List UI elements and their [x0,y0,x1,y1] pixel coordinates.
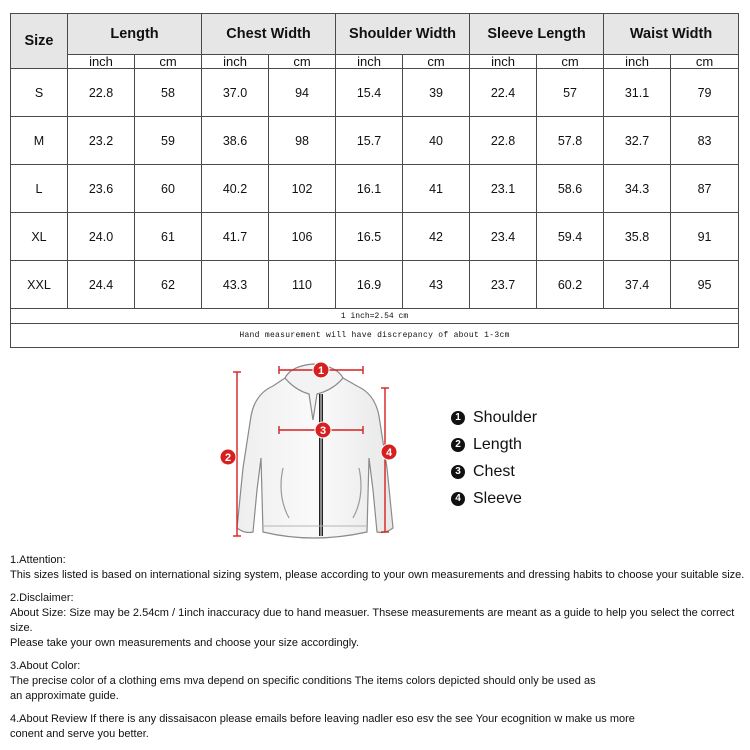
table-cell: 43.3 [202,261,269,309]
table-cell: 106 [269,213,336,261]
table-cell: 16.5 [336,213,403,261]
legend-item-length [451,431,537,458]
table-cell: 87 [671,165,739,213]
svg-text:2: 2 [224,452,232,464]
unit-inch: inch [202,55,269,69]
table-cell: 62 [135,261,202,309]
table-cell: 22.4 [470,69,537,117]
table-cell: 60.2 [537,261,604,309]
table-cell: 57.8 [537,117,604,165]
table-cell: 31.1 [604,69,671,117]
table-cell: 61 [135,213,202,261]
jacket-outline [237,364,393,538]
table-row [11,261,739,309]
review-text: 4.About Review If there is any dissaisacon please emails before leaving nadler eso esv the see Your ecognition w make us more [10,713,635,725]
table-cell: 35.8 [604,213,671,261]
legend-item-chest [451,458,537,485]
unit-row [11,55,739,69]
conversion-row [11,309,739,324]
table-cell: 91 [671,213,739,261]
table-cell: 16.1 [336,165,403,213]
unit-cm: cm [671,55,739,69]
unit-cm: cm [135,55,202,69]
table-cell: 59 [135,117,202,165]
note-disclaimer [10,591,745,651]
size-chart-table [10,13,739,348]
legend-number-badge: 3 [451,465,465,479]
color-title: 3.About Color: [10,660,81,672]
table-cell: 42 [403,213,470,261]
table-row [11,165,739,213]
disclaimer-title: 2.Disclaimer: [10,592,74,604]
header-chest-width: Chest Width [202,14,336,55]
header-sleeve-length: Sleeve Length [470,14,604,55]
size-cell: L [11,165,68,213]
header-length: Length [68,14,202,55]
svg-text:4: 4 [385,447,393,459]
legend-label: Chest [473,462,515,480]
color-text: The precise color of a clothing ems mva depend on specific conditions The items colors depicted should only be used as [10,675,596,687]
attention-title: 1.Attention: [10,554,66,566]
note-attention [10,553,745,583]
legend-number-badge: 1 [451,411,465,425]
table-cell: 15.4 [336,69,403,117]
size-cell: S [11,69,68,117]
table-cell: 23.1 [470,165,537,213]
discrepancy-row [11,324,739,348]
unit-cm: cm [269,55,336,69]
unit-inch: inch [470,55,537,69]
table-cell: 102 [269,165,336,213]
legend-label: Length [473,435,522,453]
table-cell: 39 [403,69,470,117]
table-cell: 34.3 [604,165,671,213]
marker-4 [381,444,397,460]
table-cell: 58.6 [537,165,604,213]
svg-text:1: 1 [317,365,325,377]
review-text: conent and serve you better. [10,728,149,740]
table-cell: 94 [269,69,336,117]
table-cell: 60 [135,165,202,213]
attention-text: This sizes listed is based on international sizing system, please according to your own measurements and dressing habits to choose your suitable size. [10,569,745,581]
color-text: an approximate guide. [10,690,119,702]
unit-cm: cm [403,55,470,69]
table-cell: 23.4 [470,213,537,261]
legend-label: Sleeve [473,489,522,507]
disclaimer-text: About Size: Size may be 2.54cm / 1inch inaccuracy due to hand measuer. Thsese measurements are meant as a guide to help you select the correct size. [10,607,735,634]
table-row [11,213,739,261]
table-cell: 59.4 [537,213,604,261]
conversion-note: 1 inch=2.54 cm [11,309,739,324]
table-cell: 95 [671,261,739,309]
discrepancy-note: Hand measurement will have discrepancy of about 1-3cm [11,324,739,348]
table-cell: 57 [537,69,604,117]
unit-inch: inch [336,55,403,69]
unit-inch: inch [604,55,671,69]
table-cell: 98 [269,117,336,165]
marker-2 [220,449,236,465]
jacket-measurement-diagram [217,360,409,550]
legend-label: Shoulder [473,408,538,426]
table-cell: 37.4 [604,261,671,309]
legend-number-badge: 2 [451,438,465,452]
unit-cm: cm [537,55,604,69]
size-cell: XL [11,213,68,261]
table-cell: 22.8 [470,117,537,165]
table-cell: 23.7 [470,261,537,309]
table-cell: 23.6 [68,165,135,213]
size-notes [10,553,745,750]
header-waist-width: Waist Width [604,14,739,55]
table-cell: 110 [269,261,336,309]
table-cell: 41 [403,165,470,213]
header-size: Size [11,14,68,69]
table-row [11,69,739,117]
table-cell: 24.4 [68,261,135,309]
table-cell: 23.2 [68,117,135,165]
marker-3 [315,422,331,438]
table-cell: 41.7 [202,213,269,261]
legend-item-shoulder [451,404,537,431]
legend-number-badge: 4 [451,492,465,506]
header-row [11,14,739,55]
table-cell: 15.7 [336,117,403,165]
table-cell: 22.8 [68,69,135,117]
measurement-legend [451,404,537,512]
table-cell: 16.9 [336,261,403,309]
size-cell: XXL [11,261,68,309]
size-cell: M [11,117,68,165]
table-cell: 83 [671,117,739,165]
table-cell: 43 [403,261,470,309]
note-review [10,712,745,742]
table-cell: 58 [135,69,202,117]
table-cell: 32.7 [604,117,671,165]
table-cell: 37.0 [202,69,269,117]
table-cell: 38.6 [202,117,269,165]
table-cell: 24.0 [68,213,135,261]
table-cell: 79 [671,69,739,117]
svg-text:3: 3 [319,425,327,437]
table-row [11,117,739,165]
header-shoulder-width: Shoulder Width [336,14,470,55]
legend-item-sleeve [451,485,537,512]
note-color [10,659,745,704]
disclaimer-text: Please take your own measurements and choose your size accordingly. [10,637,359,649]
table-cell: 40 [403,117,470,165]
marker-1 [313,362,329,378]
table-cell: 40.2 [202,165,269,213]
unit-inch: inch [68,55,135,69]
